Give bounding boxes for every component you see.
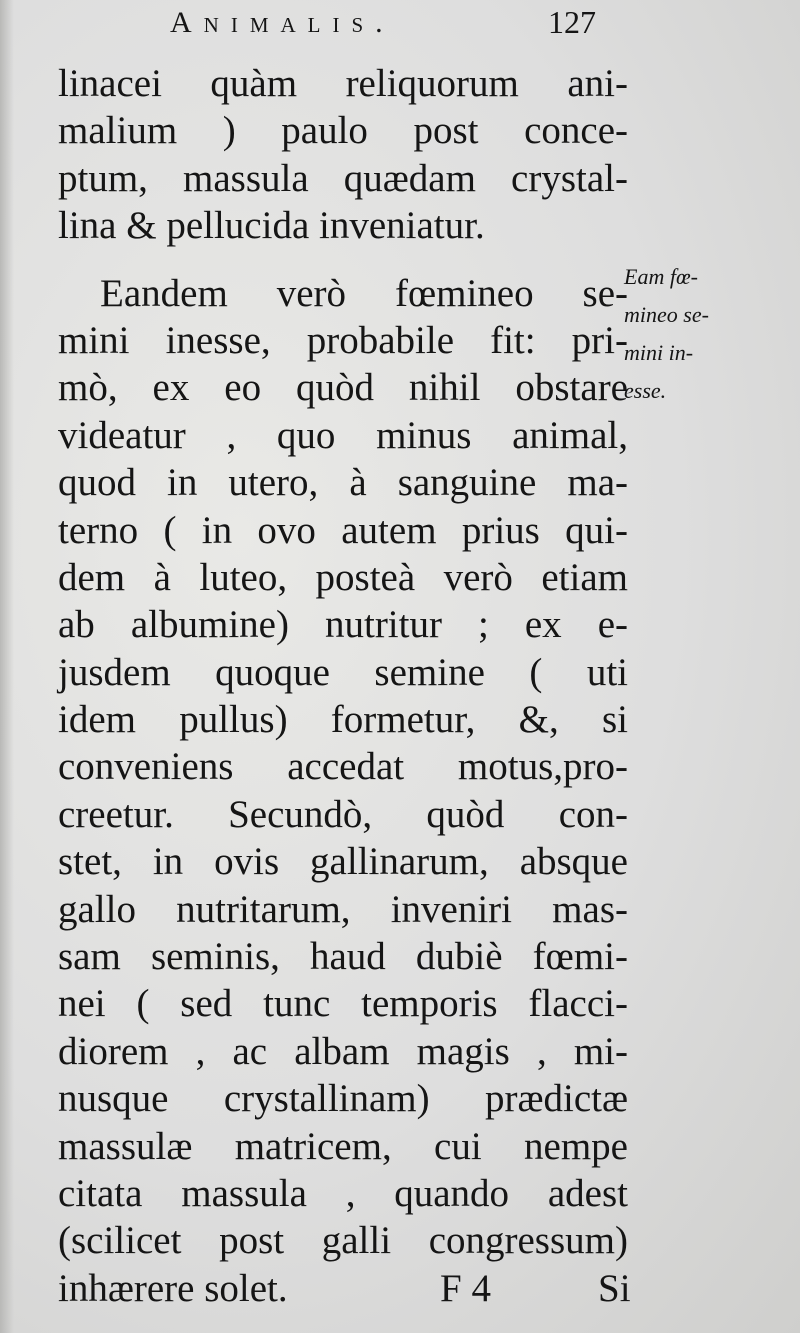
text-line: lina & pellucida inveniatur. — [58, 204, 485, 248]
text-line: jusdem quoque semine ( uti — [58, 650, 628, 694]
text-line: (scilicet post galli congressum) — [58, 1219, 628, 1263]
text-line: dem à luteo, posteà verò etiam — [58, 555, 628, 599]
text-line: citata massula , quando adest — [58, 1171, 628, 1215]
text-line: ptum, massula quædam crystal- — [58, 156, 628, 200]
main-text-block — [58, 60, 631, 1312]
text-line: mò, ex eo quòd nihil obstare — [58, 366, 628, 410]
text-line: massulæ matricem, cui nempe — [58, 1124, 628, 1168]
text-line: malium ) paulo post conce- — [58, 109, 628, 153]
text-line: conveniens accedat motus,pro- — [58, 745, 628, 789]
margin-note — [624, 258, 754, 410]
margin-note-line: esse. — [624, 378, 667, 403]
text-line: diorem , ac albam magis , mi- — [58, 1029, 628, 1073]
text-line: linacei quàm reliquorum ani- — [58, 62, 628, 105]
catchword: Si — [598, 1266, 631, 1310]
text-line: nusque crystallinam) prædictæ — [58, 1077, 628, 1121]
signature-mark: F 4 — [440, 1266, 491, 1310]
final-line — [58, 1265, 631, 1312]
text-line: Eandem verò fœmineo se- — [100, 271, 628, 315]
text-line: creetur. Secundò, quòd con- — [58, 792, 628, 836]
margin-note-line: mineo se- — [624, 302, 709, 327]
text-line: nei ( sed tunc temporis flacci- — [58, 982, 628, 1026]
gutter-shadow — [0, 0, 14, 1333]
text-line: ab albumine) nutritur ; ex e- — [58, 603, 628, 647]
running-head: Animalis. — [170, 6, 395, 39]
text-line: stet, in ovis gallinarum, absque — [58, 840, 628, 884]
text-line: sam seminis, haud dubiè fœmi- — [58, 935, 628, 979]
text-line: terno ( in ovo autem prius qui- — [58, 508, 628, 552]
page-number: 127 — [548, 4, 596, 40]
text-line: videatur , quo minus animal, — [58, 413, 628, 457]
text-line: idem pullus) formetur, &, si — [58, 698, 628, 742]
last-text: inhærere solet. — [58, 1266, 288, 1310]
margin-note-line: mini in- — [624, 340, 694, 365]
paragraph-gap — [58, 250, 628, 270]
margin-note-line: Eam fœ- — [624, 264, 698, 289]
text-line: quod in utero, à sanguine ma- — [58, 461, 628, 505]
text-line: mini inesse, probabile fit: pri- — [58, 318, 628, 362]
text-line: gallo nutritarum, inveniri mas- — [58, 887, 628, 931]
